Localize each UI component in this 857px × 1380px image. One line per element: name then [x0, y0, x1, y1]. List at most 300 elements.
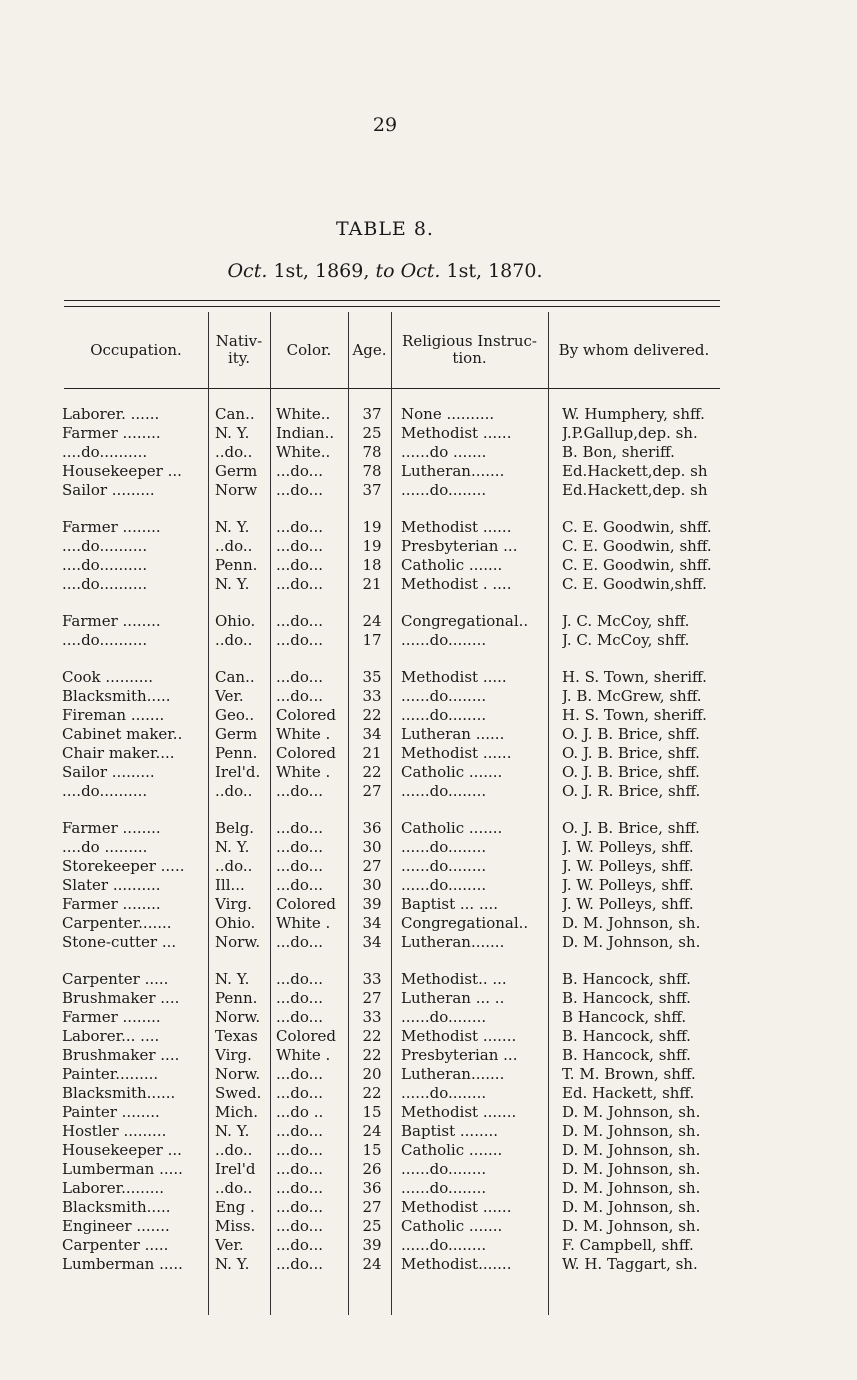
- cell-age: 24: [362, 612, 382, 630]
- top-rule-2: [64, 306, 720, 307]
- cell-nativity: Ver.: [215, 687, 244, 705]
- cell-age: 37: [362, 405, 382, 423]
- cell-occupation: Laborer.........: [62, 1179, 165, 1197]
- cell-religious-instruction: Methodist.......: [401, 1255, 512, 1273]
- cell-delivered-by: O. J. B. Brice, shff.: [562, 744, 700, 762]
- cell-occupation: Carpenter.......: [62, 914, 172, 932]
- cell-nativity: Swed.: [215, 1084, 262, 1102]
- cell-nativity: Germ: [215, 462, 258, 480]
- cell-delivered-by: T. M. Brown, shff.: [562, 1065, 696, 1083]
- cell-delivered-by: F. Campbell, shff.: [562, 1236, 694, 1254]
- cell-age: 33: [362, 687, 382, 705]
- table-row: [0, 914, 857, 933]
- cell-color: ...do...: [276, 668, 323, 686]
- cell-age: 18: [362, 556, 382, 574]
- cell-religious-instruction: Methodist ......: [401, 744, 512, 762]
- cell-color: ...do...: [276, 631, 323, 649]
- cell-occupation: Engineer .......: [62, 1217, 170, 1235]
- cell-religious-instruction: ......do........: [401, 1084, 487, 1102]
- cell-delivered-by: O. J. B. Brice, shff.: [562, 725, 700, 743]
- cell-occupation: Farmer ........: [62, 518, 161, 536]
- cell-age: 22: [362, 1046, 382, 1064]
- cell-color: ...do...: [276, 518, 323, 536]
- cell-religious-instruction: ......do........: [401, 782, 487, 800]
- cell-color: White .: [276, 763, 331, 781]
- cell-delivered-by: J. W. Polleys, shff.: [562, 857, 694, 875]
- cell-color: ...do...: [276, 462, 323, 480]
- cell-color: ...do...: [276, 575, 323, 593]
- row-group: [0, 612, 857, 650]
- table-row: [0, 575, 857, 594]
- cell-delivered-by: Ed.Hackett,dep. sh: [562, 462, 708, 480]
- table-row: [0, 668, 857, 687]
- header-age: Age.: [352, 340, 387, 359]
- cell-age: 21: [362, 744, 382, 762]
- table-row: [0, 537, 857, 556]
- cell-occupation: Carpenter .....: [62, 970, 169, 988]
- cell-nativity: Norw.: [215, 933, 261, 951]
- cell-age: 15: [362, 1141, 382, 1159]
- cell-delivered-by: W. Humphery, shff.: [562, 405, 705, 423]
- cell-religious-instruction: Lutheran ......: [401, 725, 505, 743]
- table-row: [0, 612, 857, 631]
- cell-nativity: ..do..: [215, 631, 253, 649]
- cell-nativity: Penn.: [215, 556, 258, 574]
- cell-occupation: Laborer. ......: [62, 405, 160, 423]
- date-to-word: to: [375, 260, 395, 282]
- cell-occupation: Laborer... ....: [62, 1027, 160, 1045]
- cell-delivered-by: J. W. Polleys, shff.: [562, 895, 694, 913]
- cell-nativity: Geo..: [215, 706, 255, 724]
- cell-color: ...do...: [276, 1236, 323, 1254]
- cell-color: Indian..: [276, 424, 335, 442]
- cell-occupation: Cabinet maker..: [62, 725, 183, 743]
- cell-religious-instruction: ......do........: [401, 876, 487, 894]
- cell-age: 35: [362, 668, 382, 686]
- cell-delivered-by: D. M. Johnson, sh.: [562, 1103, 701, 1121]
- cell-nativity: N. Y.: [215, 1255, 250, 1273]
- cell-delivered-by: D. M. Johnson, sh.: [562, 914, 701, 932]
- cell-age: 27: [362, 989, 382, 1007]
- cell-color: ...do...: [276, 556, 323, 574]
- cell-occupation: Fireman .......: [62, 706, 165, 724]
- cell-occupation: Brushmaker ....: [62, 989, 180, 1007]
- table-title: TABLE 8.: [336, 218, 434, 240]
- table-row: [0, 744, 857, 763]
- cell-nativity: Irel'd.: [215, 763, 261, 781]
- cell-religious-instruction: Congregational..: [401, 914, 529, 932]
- cell-color: ...do...: [276, 1160, 323, 1178]
- cell-age: 30: [362, 876, 382, 894]
- cell-nativity: Ver.: [215, 1236, 244, 1254]
- cell-delivered-by: J. B. McGrew, shff.: [562, 687, 702, 705]
- header-religious-instruction: Religious Instruc- tion.: [402, 332, 537, 367]
- cell-nativity: Can..: [215, 668, 255, 686]
- table-row: [0, 782, 857, 801]
- table-row: [0, 876, 857, 895]
- cell-age: 27: [362, 857, 382, 875]
- date-range: [0, 260, 770, 282]
- cell-color: ...do...: [276, 537, 323, 555]
- date-to-day: 1st,: [446, 260, 483, 282]
- table-row: [0, 725, 857, 744]
- cell-color: White .: [276, 1046, 331, 1064]
- cell-color: White .: [276, 914, 331, 932]
- table-row: [0, 481, 857, 500]
- table-row: [0, 1065, 857, 1084]
- cell-age: 34: [362, 725, 382, 743]
- table-row: [0, 895, 857, 914]
- cell-nativity: Miss.: [215, 1217, 256, 1235]
- cell-age: 39: [362, 895, 382, 913]
- cell-occupation: Hostler .........: [62, 1122, 167, 1140]
- cell-nativity: ..do..: [215, 1179, 253, 1197]
- cell-religious-instruction: Presbyterian ...: [401, 1046, 518, 1064]
- cell-delivered-by: B Hancock, shff.: [562, 1008, 687, 1026]
- cell-nativity: Ill...: [215, 876, 245, 894]
- cell-color: ...do...: [276, 1179, 323, 1197]
- cell-occupation: Lumberman .....: [62, 1255, 183, 1273]
- cell-age: 22: [362, 1084, 382, 1102]
- cell-occupation: Slater ..........: [62, 876, 161, 894]
- cell-age: 30: [362, 838, 382, 856]
- row-group: [0, 668, 857, 801]
- cell-religious-instruction: ......do........: [401, 1008, 487, 1026]
- cell-color: ...do...: [276, 1122, 323, 1140]
- table-row: [0, 1046, 857, 1065]
- cell-occupation: ....do..........: [62, 782, 148, 800]
- cell-occupation: Carpenter .....: [62, 1236, 169, 1254]
- cell-religious-instruction: ......do........: [401, 857, 487, 875]
- cell-age: 33: [362, 970, 382, 988]
- cell-nativity: Irel'd: [215, 1160, 256, 1178]
- table-row: [0, 838, 857, 857]
- cell-nativity: ..do..: [215, 857, 253, 875]
- cell-nativity: N. Y.: [215, 575, 250, 593]
- cell-religious-instruction: Congregational..: [401, 612, 529, 630]
- cell-nativity: Penn.: [215, 744, 258, 762]
- cell-age: 27: [362, 782, 382, 800]
- cell-color: Colored: [276, 1027, 336, 1045]
- header-rule: [64, 388, 720, 389]
- cell-nativity: Norw.: [215, 1065, 261, 1083]
- cell-delivered-by: Ed. Hackett, shff.: [562, 1084, 695, 1102]
- table-row: [0, 1027, 857, 1046]
- table-row: [0, 1141, 857, 1160]
- cell-religious-instruction: Methodist ......: [401, 1198, 512, 1216]
- cell-religious-instruction: ......do........: [401, 1160, 487, 1178]
- cell-age: 19: [362, 537, 382, 555]
- cell-nativity: Belg.: [215, 819, 255, 837]
- table-row: [0, 1122, 857, 1141]
- cell-religious-instruction: Methodist ......: [401, 518, 512, 536]
- cell-delivered-by: B. Bon, sheriff.: [562, 443, 675, 461]
- cell-delivered-by: B. Hancock, shff.: [562, 1027, 691, 1045]
- cell-delivered-by: J. W. Polleys, shff.: [562, 838, 694, 856]
- cell-occupation: Farmer ........: [62, 612, 161, 630]
- date-from-year: 1869,: [315, 260, 370, 282]
- cell-occupation: Sailor .........: [62, 481, 155, 499]
- cell-religious-instruction: ......do........: [401, 838, 487, 856]
- cell-delivered-by: H. S. Town, sheriff.: [562, 668, 707, 686]
- table-row: [0, 1160, 857, 1179]
- cell-color: ...do...: [276, 1008, 323, 1026]
- cell-occupation: Blacksmith.....: [62, 687, 171, 705]
- cell-occupation: Painter ........: [62, 1103, 160, 1121]
- cell-delivered-by: B. Hancock, shff.: [562, 1046, 691, 1064]
- cell-occupation: ....do..........: [62, 537, 148, 555]
- cell-age: 37: [362, 481, 382, 499]
- cell-age: 26: [362, 1160, 382, 1178]
- cell-age: 25: [362, 424, 382, 442]
- cell-delivered-by: C. E. Goodwin, shff.: [562, 556, 712, 574]
- cell-delivered-by: O. J. B. Brice, shff.: [562, 763, 700, 781]
- cell-occupation: Blacksmith.....: [62, 1198, 171, 1216]
- cell-color: Colored: [276, 706, 336, 724]
- cell-age: 39: [362, 1236, 382, 1254]
- cell-delivered-by: J.P.Gallup,dep. sh.: [562, 424, 698, 442]
- cell-age: 19: [362, 518, 382, 536]
- header-occupation: Occupation.: [90, 340, 182, 359]
- top-rule: [64, 300, 720, 301]
- table-row: [0, 556, 857, 575]
- cell-religious-instruction: Baptist ........: [401, 1122, 499, 1140]
- cell-occupation: Lumberman .....: [62, 1160, 183, 1178]
- cell-occupation: Chair maker....: [62, 744, 175, 762]
- cell-delivered-by: Ed.Hackett,dep. sh: [562, 481, 708, 499]
- cell-age: 17: [362, 631, 382, 649]
- cell-delivered-by: C. E. Goodwin,shff.: [562, 575, 707, 593]
- cell-religious-instruction: Methodist ......: [401, 424, 512, 442]
- row-group: [0, 518, 857, 594]
- cell-delivered-by: D. M. Johnson, sh.: [562, 933, 701, 951]
- cell-nativity: Norw.: [215, 1008, 261, 1026]
- table-row: [0, 1198, 857, 1217]
- header-nativity: Nativ- ity.: [215, 332, 263, 367]
- cell-color: ...do...: [276, 1141, 323, 1159]
- cell-occupation: ....do .........: [62, 838, 148, 856]
- cell-age: 25: [362, 1217, 382, 1235]
- cell-age: 34: [362, 914, 382, 932]
- cell-age: 78: [362, 443, 382, 461]
- page-number: 29: [372, 114, 398, 136]
- cell-nativity: Can..: [215, 405, 255, 423]
- cell-color: ...do...: [276, 838, 323, 856]
- row-group: [0, 405, 857, 500]
- date-to-label: Oct.: [400, 260, 441, 282]
- cell-religious-instruction: Methodist.. ...: [401, 970, 507, 988]
- date-from-label: Oct.: [227, 260, 268, 282]
- cell-occupation: Painter.........: [62, 1065, 159, 1083]
- cell-color: ...do...: [276, 1217, 323, 1235]
- cell-color: White..: [276, 443, 331, 461]
- cell-religious-instruction: Lutheran.......: [401, 462, 505, 480]
- cell-religious-instruction: Catholic .......: [401, 819, 503, 837]
- cell-color: ...do...: [276, 933, 323, 951]
- cell-nativity: N. Y.: [215, 970, 250, 988]
- cell-nativity: N. Y.: [215, 838, 250, 856]
- cell-religious-instruction: Lutheran ... ..: [401, 989, 505, 1007]
- cell-delivered-by: W. H. Taggart, sh.: [562, 1255, 698, 1273]
- cell-nativity: Eng .: [215, 1198, 255, 1216]
- cell-religious-instruction: Methodist . ....: [401, 575, 512, 593]
- cell-religious-instruction: Methodist .......: [401, 1027, 517, 1045]
- cell-age: 36: [362, 819, 382, 837]
- cell-nativity: Norw: [215, 481, 258, 499]
- cell-color: ...do...: [276, 1255, 323, 1273]
- cell-color: ...do...: [276, 612, 323, 630]
- cell-religious-instruction: ......do........: [401, 1179, 487, 1197]
- cell-religious-instruction: Lutheran.......: [401, 1065, 505, 1083]
- cell-religious-instruction: Lutheran.......: [401, 933, 505, 951]
- row-group: [0, 970, 857, 1274]
- cell-delivered-by: B. Hancock, shff.: [562, 970, 691, 988]
- cell-age: 36: [362, 1179, 382, 1197]
- cell-religious-instruction: ......do .......: [401, 443, 487, 461]
- cell-occupation: Cook ..........: [62, 668, 154, 686]
- table-row: [0, 933, 857, 952]
- cell-delivered-by: C. E. Goodwin, shff.: [562, 518, 712, 536]
- cell-occupation: Storekeeper .....: [62, 857, 185, 875]
- cell-nativity: ..do..: [215, 537, 253, 555]
- cell-age: 22: [362, 763, 382, 781]
- cell-religious-instruction: Methodist .....: [401, 668, 507, 686]
- table-row: [0, 631, 857, 650]
- cell-color: White..: [276, 405, 331, 423]
- table-row: [0, 1008, 857, 1027]
- table-row: [0, 989, 857, 1008]
- table-row: [0, 462, 857, 481]
- cell-age: 22: [362, 1027, 382, 1045]
- table-row: [0, 1217, 857, 1236]
- table-row: [0, 1084, 857, 1103]
- cell-delivered-by: J. C. McCoy, shff.: [562, 612, 690, 630]
- cell-age: 24: [362, 1255, 382, 1273]
- cell-color: ...do...: [276, 857, 323, 875]
- cell-religious-instruction: Methodist .......: [401, 1103, 517, 1121]
- cell-color: White .: [276, 725, 331, 743]
- cell-age: 78: [362, 462, 382, 480]
- cell-delivered-by: D. M. Johnson, sh.: [562, 1179, 701, 1197]
- cell-delivered-by: J. W. Polleys, shff.: [562, 876, 694, 894]
- cell-delivered-by: C. E. Goodwin, shff.: [562, 537, 712, 555]
- cell-religious-instruction: Catholic .......: [401, 556, 503, 574]
- cell-delivered-by: B. Hancock, shff.: [562, 989, 691, 1007]
- cell-occupation: Blacksmith......: [62, 1084, 176, 1102]
- cell-age: 21: [362, 575, 382, 593]
- cell-religious-instruction: ......do........: [401, 631, 487, 649]
- cell-occupation: Housekeeper ...: [62, 1141, 182, 1159]
- table-row: [0, 518, 857, 537]
- cell-nativity: Virg.: [215, 1046, 252, 1064]
- table-body: [0, 405, 857, 1292]
- cell-color: ...do ..: [276, 1103, 324, 1121]
- cell-nativity: ..do..: [215, 1141, 253, 1159]
- table-row: [0, 405, 857, 424]
- cell-religious-instruction: Catholic .......: [401, 1141, 503, 1159]
- cell-color: Colored: [276, 895, 336, 913]
- cell-nativity: Virg.: [215, 895, 252, 913]
- cell-religious-instruction: Catholic .......: [401, 763, 503, 781]
- cell-occupation: Sailor .........: [62, 763, 155, 781]
- cell-nativity: N. Y.: [215, 424, 250, 442]
- cell-religious-instruction: ......do........: [401, 1236, 487, 1254]
- cell-religious-instruction: Baptist ... ....: [401, 895, 499, 913]
- cell-religious-instruction: ......do........: [401, 706, 487, 724]
- table-row: [0, 687, 857, 706]
- cell-color: ...do...: [276, 989, 323, 1007]
- cell-occupation: ....do..........: [62, 575, 148, 593]
- table-row: [0, 819, 857, 838]
- cell-color: ...do...: [276, 1084, 323, 1102]
- cell-religious-instruction: Catholic .......: [401, 1217, 503, 1235]
- cell-color: ...do...: [276, 876, 323, 894]
- cell-religious-instruction: ......do........: [401, 481, 487, 499]
- cell-age: 24: [362, 1122, 382, 1140]
- table-row: [0, 1236, 857, 1255]
- cell-delivered-by: O. J. R. Brice, shff.: [562, 782, 701, 800]
- table-row: [0, 1255, 857, 1274]
- cell-color: ...do...: [276, 782, 323, 800]
- header-color: Color.: [286, 340, 332, 359]
- cell-delivered-by: J. C. McCoy, shff.: [562, 631, 690, 649]
- cell-occupation: Farmer ........: [62, 424, 161, 442]
- table-row: [0, 424, 857, 443]
- cell-nativity: Ohio.: [215, 914, 256, 932]
- date-to-year: 1870.: [488, 260, 543, 282]
- cell-nativity: N. Y.: [215, 518, 250, 536]
- cell-delivered-by: D. M. Johnson, sh.: [562, 1122, 701, 1140]
- date-from-day: 1st,: [273, 260, 309, 282]
- table-row: [0, 763, 857, 782]
- cell-nativity: Penn.: [215, 989, 258, 1007]
- table-row: [0, 970, 857, 989]
- cell-religious-instruction: ......do........: [401, 687, 487, 705]
- table-row: [0, 443, 857, 462]
- cell-delivered-by: O. J. B. Brice, shff.: [562, 819, 700, 837]
- cell-color: Colored: [276, 744, 336, 762]
- cell-nativity: Germ: [215, 725, 258, 743]
- cell-nativity: Texas: [215, 1027, 258, 1045]
- cell-religious-instruction: Presbyterian ...: [401, 537, 518, 555]
- table-row: [0, 706, 857, 725]
- cell-occupation: Brushmaker ....: [62, 1046, 180, 1064]
- cell-nativity: ..do..: [215, 443, 253, 461]
- cell-delivered-by: D. M. Johnson, sh.: [562, 1217, 701, 1235]
- cell-color: ...do...: [276, 1198, 323, 1216]
- cell-color: ...do...: [276, 1065, 323, 1083]
- cell-color: ...do...: [276, 819, 323, 837]
- row-group: [0, 819, 857, 952]
- cell-delivered-by: D. M. Johnson, sh.: [562, 1198, 701, 1216]
- cell-occupation: Housekeeper ...: [62, 462, 182, 480]
- cell-delivered-by: D. M. Johnson, sh.: [562, 1160, 701, 1178]
- cell-color: ...do...: [276, 481, 323, 499]
- header-delivered-by: By whom delivered.: [558, 340, 710, 359]
- cell-delivered-by: H. S. Town, sheriff.: [562, 706, 707, 724]
- table-row: [0, 857, 857, 876]
- cell-occupation: ....do..........: [62, 631, 148, 649]
- cell-nativity: ..do..: [215, 782, 253, 800]
- cell-occupation: Farmer ........: [62, 819, 161, 837]
- cell-nativity: Mich.: [215, 1103, 258, 1121]
- cell-nativity: N. Y.: [215, 1122, 250, 1140]
- table-row: [0, 1179, 857, 1198]
- cell-age: 33: [362, 1008, 382, 1026]
- cell-occupation: Farmer ........: [62, 1008, 161, 1026]
- cell-occupation: Stone-cutter ...: [62, 933, 177, 951]
- cell-age: 27: [362, 1198, 382, 1216]
